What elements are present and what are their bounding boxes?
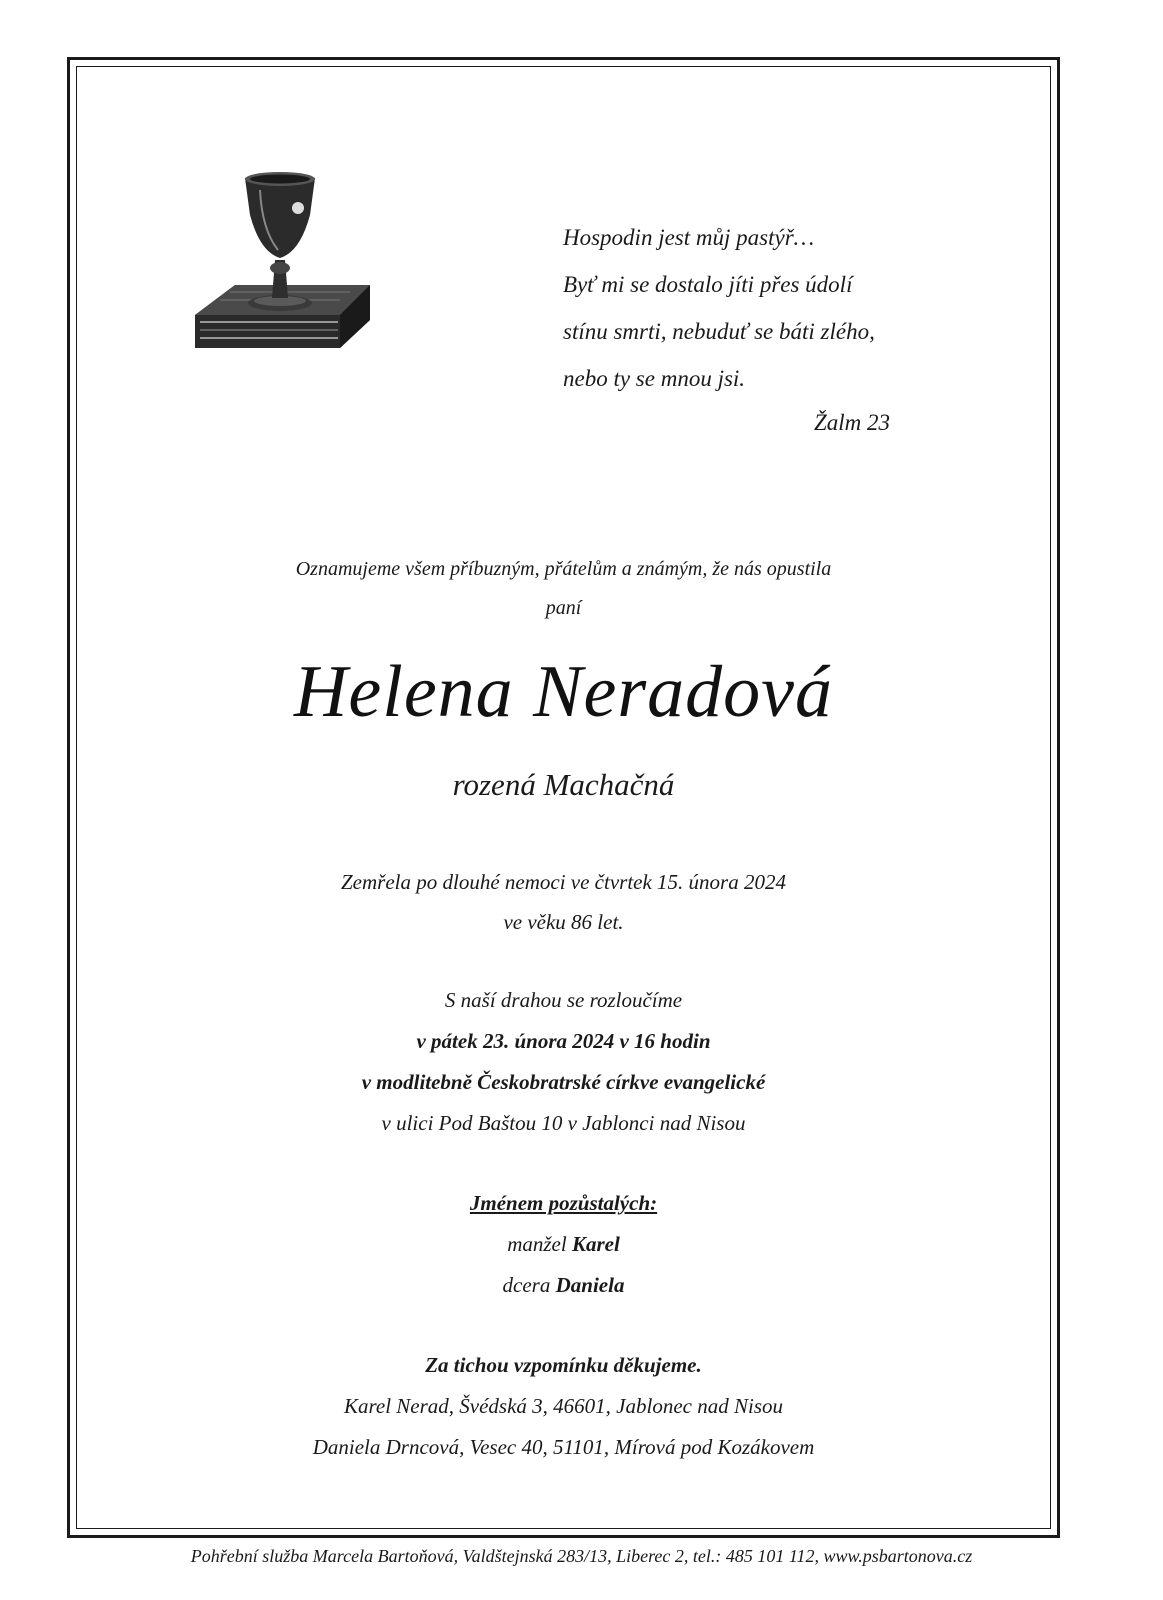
mourner-name: Karel <box>571 1232 620 1256</box>
mourners-heading: Jménem pozůstalých: <box>469 1191 658 1215</box>
mourner-relation: dcera <box>502 1273 556 1297</box>
mourners-section <box>76 1183 1051 1306</box>
psalm-reference: Žalm 23 <box>813 410 890 435</box>
psalm-line: Byť mi se dostalo jíti přes údolí <box>563 272 853 297</box>
mourner-item <box>76 1224 1051 1265</box>
mourner-name: Daniela <box>555 1273 625 1297</box>
maiden-name: rozená Machačná <box>452 767 675 802</box>
mourner-relation: manžel <box>507 1232 572 1256</box>
contact-address: Daniela Drncová, Vesec 40, 51101, Mírová pod Kozákovem <box>312 1435 815 1459</box>
funeral-service-footer: Pohřební služba Marcela Bartoňová, Valdštejnská 283/13, Liberec 2, tel.: 485 101 112, www.psbartonova.cz <box>190 1546 973 1566</box>
death-date-line: Zemřela po dlouhé nemoci ve čtvrtek 15. února 2024 <box>341 870 786 894</box>
death-info <box>76 862 1051 942</box>
contact-address: Karel Nerad, Švédská 3, 46601, Jablonec nad Nisou <box>343 1394 783 1418</box>
farewell-info <box>76 980 1051 1144</box>
chalice-on-bible-icon <box>190 170 375 355</box>
farewell-date: v pátek 23. února 2024 v 16 hodin <box>416 1029 711 1053</box>
psalm-line: stínu smrti, nebuduť se báti zlého, <box>563 319 875 344</box>
psalm-line: nebo ty se mnou jsi. <box>563 366 746 391</box>
announcement-text: Oznamujeme všem příbuzným, přátelům a známým, že nás opustila <box>295 558 832 580</box>
mourner-item <box>76 1265 1051 1306</box>
farewell-address: v ulici Pod Baštou 10 v Jablonci nad Nisou <box>381 1111 746 1135</box>
farewell-place: v modlitebně Českobratrské církve evangelické <box>361 1070 766 1094</box>
announcement-title: paní <box>545 597 582 619</box>
farewell-intro: S naší drahou se rozloučíme <box>444 988 683 1012</box>
deceased-name: Helena Neradová <box>293 651 834 733</box>
thanks-section <box>76 1345 1051 1468</box>
death-age-line: ve věku 86 let. <box>503 910 624 934</box>
thanks-line: Za tichou vzpomínku děkujeme. <box>425 1353 702 1377</box>
psalm-line: Hospodin jest můj pastýř… <box>563 225 815 250</box>
psalm-quote <box>563 214 943 402</box>
